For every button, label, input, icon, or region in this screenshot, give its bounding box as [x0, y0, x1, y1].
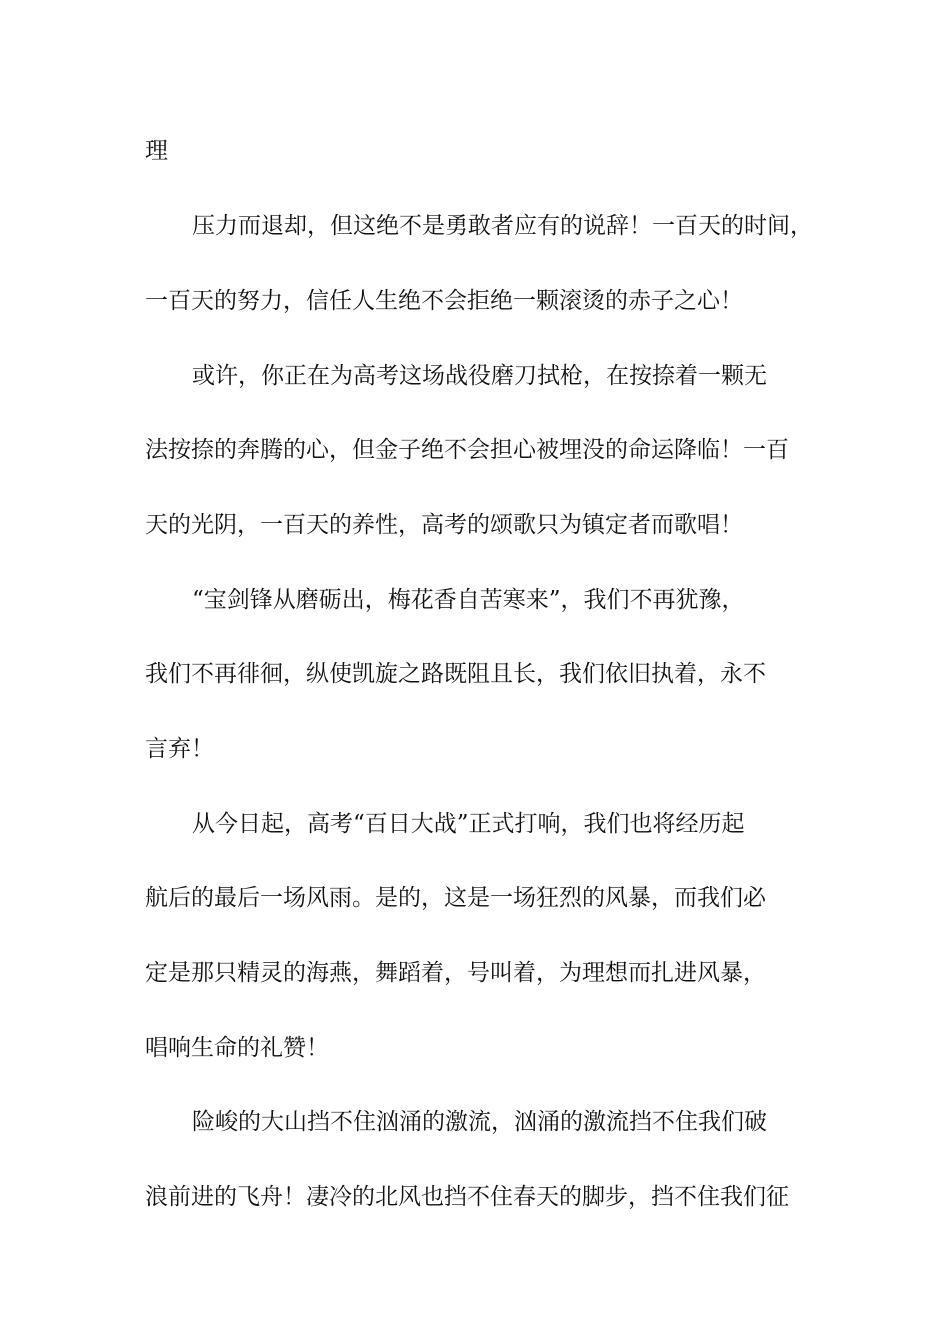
- text-line-15: 浪前进的飞舟！凄冷的北风也挡不住春天的脚步，挡不住我们征: [145, 1184, 789, 1210]
- text-line-12: 定是那只精灵的海燕，舞蹈着，号叫着，为理想而扎进风暴，: [145, 960, 766, 986]
- text-line-1: 理: [145, 138, 168, 164]
- text-line-8: 我们不再徘徊，纵使凯旋之路既阻且长，我们依旧执着，永不: [145, 661, 766, 687]
- text-line-2: 压力而退却，但这绝不是勇敢者应有的说辞！一百天的时间，: [192, 213, 813, 239]
- text-line-11: 航后的最后一场风雨。是的，这是一场狂烈的风暴，而我们必: [145, 885, 766, 911]
- text-line-6: 天的光阴，一百天的养性，高考的颂歌只为镇定者而歌唱！: [145, 512, 743, 538]
- text-line-14: 险峻的大山挡不住汹涌的激流，汹涌的激流挡不住我们破: [192, 1109, 767, 1135]
- text-line-13: 唱响生命的礼赞！: [145, 1035, 329, 1061]
- text-line-7: “宝剑锋从磨砺出，梅花香自苦寒来”，我们不再犹豫，: [192, 587, 745, 613]
- text-line-3: 一百天的努力，信任人生绝不会拒绝一颗滚烫的赤子之心！: [145, 288, 743, 314]
- text-line-9: 言弃！: [145, 736, 214, 762]
- text-line-5: 法按捺的奔腾的心，但金子绝不会担心被埋没的命运降临！一百: [145, 437, 789, 463]
- text-line-4: 或许，你正在为高考这场战役磨刀拭枪，在按捺着一颗无: [192, 363, 767, 389]
- text-line-10: 从今日起，高考“百日大战”正式打响，我们也将经历起: [192, 811, 745, 837]
